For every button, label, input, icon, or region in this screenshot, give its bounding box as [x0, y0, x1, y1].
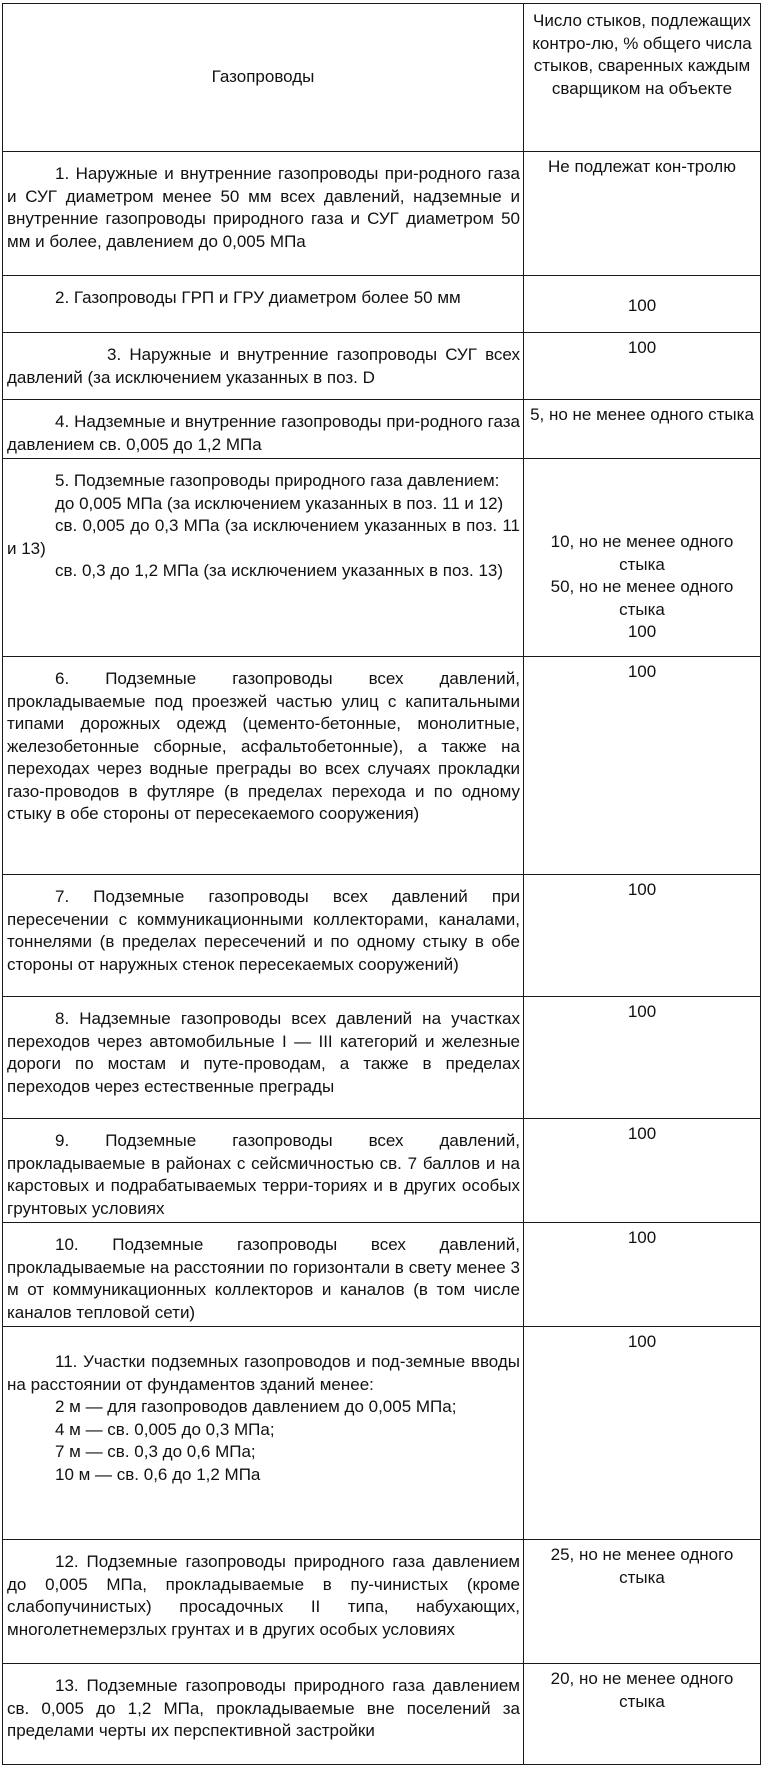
- weld-inspection-table: [2, 3, 761, 1765]
- row-1-value: Не подлежат кон-тролю: [524, 152, 761, 276]
- row-10-description: 10. Подземные газопроводы всех давлений, прокладываемые на расстоянии по горизонтали в свету менее 3 м от коммуникационных коллекторов и каналов (в том числе каналов тепловой сети): [3, 1223, 524, 1327]
- row-10-value: 100: [524, 1223, 761, 1327]
- header-row: [3, 4, 761, 152]
- table-row: [3, 276, 761, 333]
- header-joint-count: Число стыков, подлежащих контро-лю, % общего числа стыков, сваренных каждым сварщиком на объекте: [524, 4, 761, 152]
- row-5-description: 5. Подземные газопроводы природного газа давлением: до 0,005 МПа (за исключением указанных в поз. 11 и 12) св. 0,005 до 0,3 МПа (за исключением указанных в поз. 11 и 13) св. 0,3 до 1,2 МПа (за исключением указанных в поз. 13): [3, 459, 524, 657]
- row-1-description: 1. Наружные и внутренние газопроводы при-родного газа и СУГ диаметром менее 50 мм всех давлений, надземные и внутренние газопроводы природного газа и СУГ диаметром 50 мм и более, давлением до 0,005 МПа: [3, 152, 524, 276]
- row-13-value: 20, но не менее одного стыка: [524, 1664, 761, 1765]
- row-2-value: 100: [524, 276, 761, 333]
- table-row: [3, 1540, 761, 1664]
- row-11-value: 100: [524, 1327, 761, 1540]
- row-2-description: 2. Газопроводы ГРП и ГРУ диаметром более 50 мм: [3, 276, 524, 333]
- table-row: [3, 333, 761, 400]
- header-pipelines: Газопроводы: [3, 4, 524, 152]
- table-row: [3, 1327, 761, 1540]
- row-5-value: 10, но не менее одного стыка 50, но не менее одного стыка 100: [524, 459, 761, 657]
- table-row: [3, 400, 761, 459]
- table-row: [3, 1664, 761, 1765]
- table-row: [3, 1119, 761, 1223]
- row-9-description: 9. Подземные газопроводы всех давлений, прокладываемые в районах с сейсмичностью св. 7 баллов и на карстовых и подрабатываемых терри-ториях и в других особых грунтовых условиях: [3, 1119, 524, 1223]
- row-3-value: 100: [524, 333, 761, 400]
- table-row: [3, 459, 761, 657]
- row-12-description: 12. Подземные газопроводы природного газа давлением до 0,005 МПа, прокладываемые в пу-чинистых (кроме слабопучинистых) просадочных II типа, набухающих, многолетнемерзлых грунтах и в других особых условиях: [3, 1540, 524, 1664]
- table-row: [3, 152, 761, 276]
- row-7-value: 100: [524, 875, 761, 997]
- row-8-description: 8. Надземные газопроводы всех давлений на участках переходов через автомобильные I — III категорий и железные дороги по мостам и путе-проводам, а также в пределах переходов через естественные преграды: [3, 997, 524, 1119]
- row-4-value: 5, но не менее одного стыка: [524, 400, 761, 459]
- row-7-description: 7. Подземные газопроводы всех давлений при пересечении с коммуникационными коллекторами, каналами, тоннелями (в пределах пересечений и по одному стыку в обе стороны от наружных стенок пересекаемых сооружений): [3, 875, 524, 997]
- row-9-value: 100: [524, 1119, 761, 1223]
- row-8-value: 100: [524, 997, 761, 1119]
- row-11-description: 11. Участки подземных газопроводов и под-земные вводы на расстоянии от фундаментов зданий менее: 2 м — для газопроводов давлением до 0,005 МПа; 4 м — св. 0,005 до 0,3 МПа; 7 м — св. 0,3 до 0,6 МПа; 10 м — св. 0,6 до 1,2 МПа: [3, 1327, 524, 1540]
- row-13-description: 13. Подземные газопроводы природного газа давлением св. 0,005 до 1,2 МПа, прокладываемые вне поселений за пределами черты их перспективной застройки: [3, 1664, 524, 1765]
- table-row: [3, 997, 761, 1119]
- table-row: [3, 875, 761, 997]
- table-row: [3, 657, 761, 875]
- row-4-description: 4. Надземные и внутренние газопроводы при-родного газа давлением св. 0,005 до 1,2 МПа: [3, 400, 524, 459]
- row-6-value: 100: [524, 657, 761, 875]
- row-3-description: 3. Наружные и внутренние газопроводы СУГ всех давлений (за исключением указанных в поз. D: [3, 333, 524, 400]
- row-12-value: 25, но не менее одного стыка: [524, 1540, 761, 1664]
- row-6-description: 6. Подземные газопроводы всех давлений, прокладываемые под проезжей частью улиц с капитальными типами дорожных одежд (цементо-бетонные, монолитные, железобетонные сборные, асфальтобетонные), а также на переходах через водные преграды во всех случаях прокладки газо-проводов в футляре (в пределах перехода и по одному стыку в обе стороны от пересекаемого сооружения): [3, 657, 524, 875]
- table-row: [3, 1223, 761, 1327]
